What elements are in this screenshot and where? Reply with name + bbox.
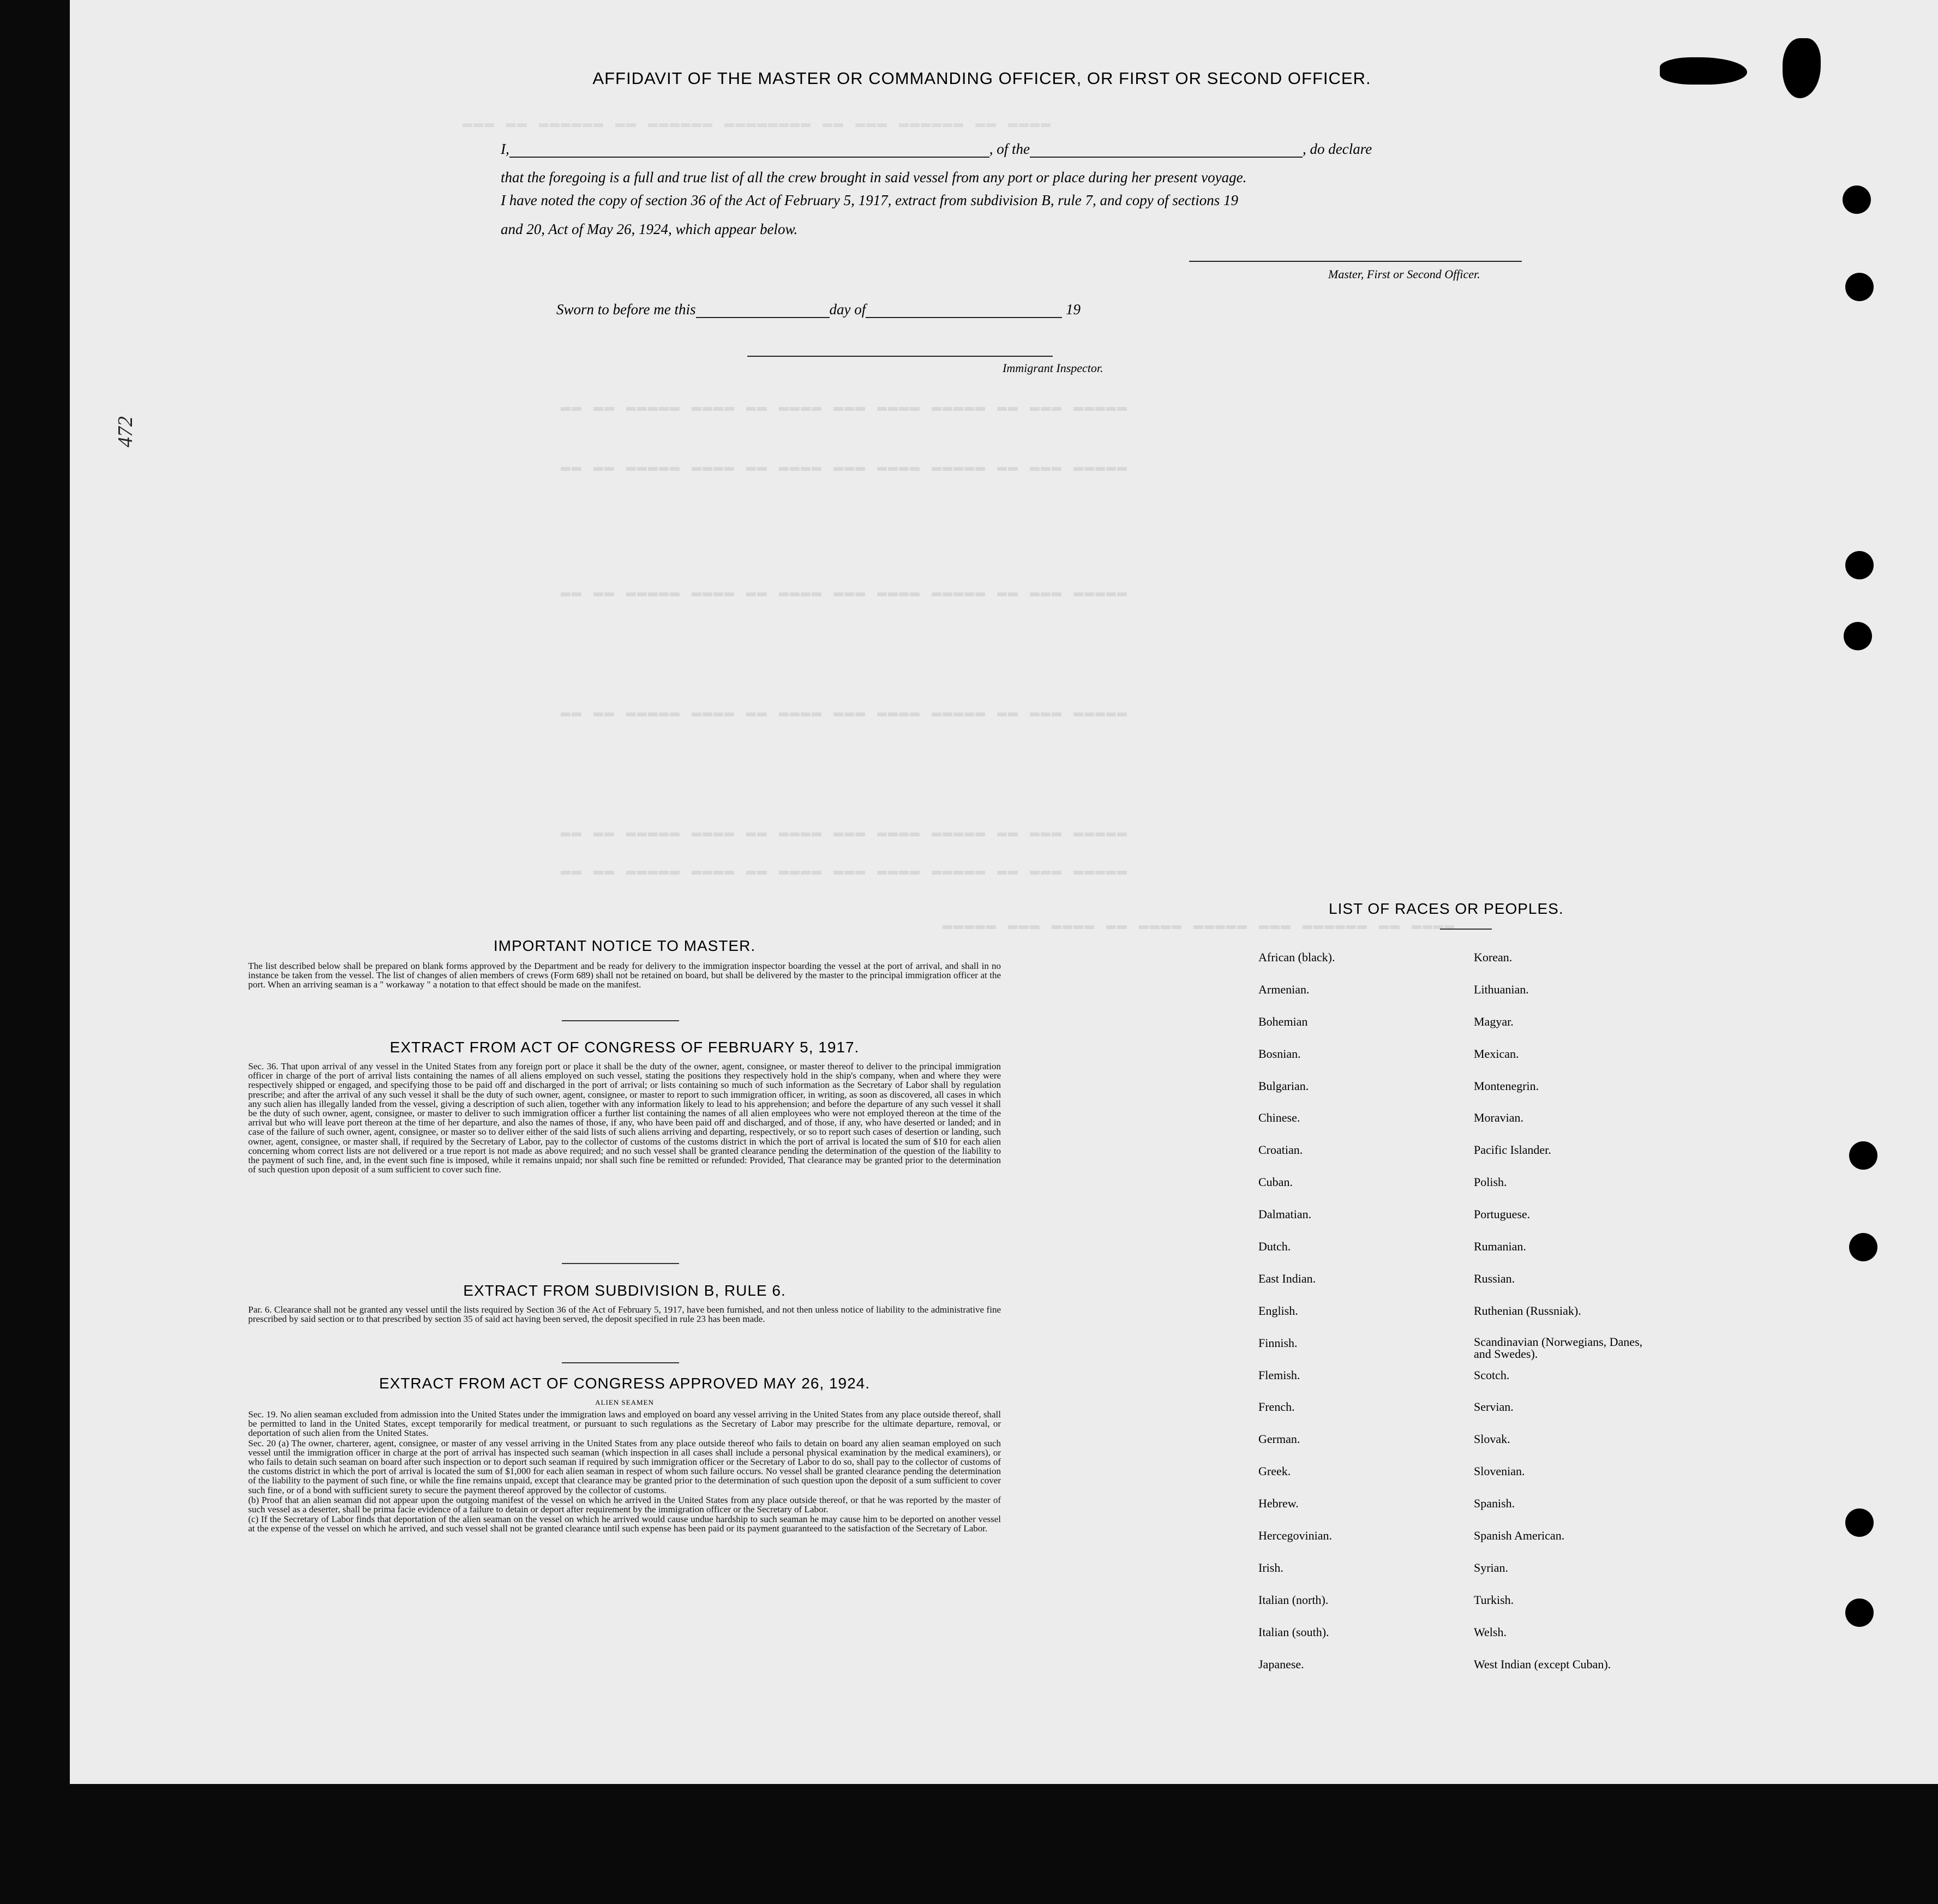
subdivision-b-text [248, 1305, 1001, 1324]
margin-note: 472 [114, 416, 137, 447]
race-item: Scotch. [1474, 1368, 1510, 1382]
extract-1924-text [248, 1410, 1001, 1534]
race-item: Italian (north). [1258, 1592, 1329, 1607]
subdivision-b-title: EXTRACT FROM SUBDIVISION B, RULE 6. [463, 1282, 786, 1299]
race-item: Polish. [1474, 1175, 1507, 1189]
race-item: Hebrew. [1258, 1496, 1299, 1511]
master-signature-caption: Master, First or Second Officer. [1328, 267, 1480, 281]
race-item: German. [1258, 1432, 1300, 1446]
affidavit-line-2: that the foregoing is a full and true list of all the crew brought in said vessel from any port or place during her present voyage. [501, 169, 1247, 185]
inspector-signature-line[interactable] [747, 356, 1053, 357]
extract-1917-text [248, 1062, 1001, 1175]
punch-hole [1844, 622, 1872, 650]
sworn-year: 19 [1066, 301, 1081, 318]
race-item: Croatian. [1258, 1143, 1303, 1157]
race-item: Russian. [1474, 1271, 1515, 1285]
race-item: Bulgarian. [1258, 1079, 1309, 1093]
sworn-day-blank[interactable] [696, 306, 830, 318]
race-item: Armenian. [1258, 982, 1310, 996]
races-title: LIST OF RACES OR PEOPLES. [1329, 900, 1564, 917]
sworn-line [556, 301, 1081, 318]
alien-seamen-subtitle: ALIEN SEAMEN [595, 1398, 654, 1406]
affidavit-line1-end: , do declare [1303, 141, 1372, 157]
affidavit-line1-start: I, [501, 141, 509, 157]
torn-corner [1783, 38, 1821, 98]
sworn-mid: day of [829, 301, 866, 318]
affidavit-line-1 [501, 141, 1372, 158]
race-item: Dutch. [1258, 1240, 1291, 1254]
races-right-column [1474, 950, 1654, 1689]
master-signature-line[interactable] [1189, 261, 1522, 262]
race-item: Bohemian [1258, 1014, 1308, 1028]
race-item: Finnish. [1258, 1336, 1298, 1350]
section-divider [562, 1362, 679, 1363]
race-item: Slovak. [1474, 1432, 1510, 1446]
notice-text [248, 961, 1001, 990]
race-item: Portuguese. [1474, 1207, 1531, 1222]
race-item: Korean. [1474, 950, 1513, 964]
affidavit-line1-mid: , of the [989, 141, 1030, 157]
race-item: East Indian. [1258, 1271, 1316, 1285]
race-item: Spanish American. [1474, 1529, 1565, 1543]
race-item: Hercegovinian. [1258, 1529, 1332, 1543]
race-item: Irish. [1258, 1560, 1283, 1574]
sec20c-paragraph: (c) If the Secretary of Labor finds that deportation of the alien seaman on the vessel on which he arrived would cause undue hardship to such seaman he may cause him to be deported on another vessel at the expense of the vessel on which he arrived, and such vessel shall not be granted clearance until such expense has been paid or its payment guaranteed to the satisfaction of the Secretary of Labor. [248, 1514, 1001, 1534]
race-item: Pacific Islander. [1474, 1143, 1551, 1157]
race-item: West Indian (except Cuban). [1474, 1657, 1611, 1671]
race-item: English. [1258, 1303, 1298, 1318]
race-item: Flemish. [1258, 1368, 1300, 1382]
race-item: Slovenian. [1474, 1464, 1525, 1478]
race-item: Servian. [1474, 1400, 1514, 1414]
vessel-blank[interactable] [1030, 146, 1303, 158]
race-item: Greek. [1258, 1464, 1291, 1478]
race-item: Ruthenian (Russniak). [1474, 1303, 1581, 1318]
sworn-month-blank[interactable] [866, 306, 1062, 318]
notice-title: IMPORTANT NOTICE TO MASTER. [493, 937, 756, 954]
race-item: African (black). [1258, 950, 1335, 964]
race-item: Scandinavian (Norwegians, Danes, and Swedes). [1474, 1334, 1643, 1361]
punch-hole [1845, 1598, 1874, 1627]
punch-hole [1849, 1141, 1877, 1170]
race-item: French. [1258, 1400, 1295, 1414]
race-item: Lithuanian. [1474, 982, 1529, 996]
section-divider [562, 1263, 679, 1264]
race-item: Turkish. [1474, 1592, 1514, 1607]
race-item: Japanese. [1258, 1657, 1304, 1671]
punch-hole [1849, 1233, 1877, 1261]
race-item: Montenegrin. [1474, 1079, 1539, 1093]
extract-1917-title: EXTRACT FROM ACT OF CONGRESS OF FEBRUARY 5, 1917. [389, 1039, 860, 1056]
sworn-start: Sworn to before me this [556, 301, 696, 318]
affidavit-line-4: and 20, Act of May 26, 1924, which appear below. [501, 221, 798, 237]
race-item: Rumanian. [1474, 1240, 1526, 1254]
notice-paragraph: The list described below shall be prepared on blank forms approved by the Department and be ready for delivery to the immigration inspector boarding the vessel at the port of arrival, and shall in no instance be taken from the vessel. The list of changes of alien members of crews (Form 689) shall not be retained on board, but shall be delivered by the master to the principal immigration officer at the port. When an arriving seaman is a " workaway " a notation to that effect should be made on the manifest. [248, 961, 1001, 990]
affidavit-title: AFFIDAVIT OF THE MASTER OR COMMANDING OFFICER, OR FIRST OR SECOND OFFICER. [592, 69, 1371, 88]
section-divider [562, 1020, 679, 1021]
name-blank[interactable] [509, 146, 989, 158]
extract-1924-title: EXTRACT FROM ACT OF CONGRESS APPROVED MAY 26, 1924. [379, 1375, 871, 1392]
race-item: Mexican. [1474, 1046, 1519, 1061]
race-item: Bosnian. [1258, 1046, 1301, 1061]
race-item: Cuban. [1258, 1175, 1293, 1189]
affidavit-line-3: I have noted the copy of section 36 of the Act of February 5, 1917, extract from subdivision B, rule 7, and copy of sections 19 [501, 192, 1238, 208]
races-left-column [1258, 950, 1335, 1689]
race-item: Moravian. [1474, 1111, 1524, 1125]
races-divider [1440, 929, 1492, 930]
race-item: Syrian. [1474, 1560, 1508, 1574]
document-page: ▬▬▬ ▬▬ ▬▬▬▬▬▬ ▬▬ ▬▬▬▬▬▬ ▬▬▬▬▬▬▬▬ ▬▬ ▬▬▬ ▬▬▬▬▬▬ ▬▬ ▬▬▬▬ ▬▬ ▬▬ ▬▬▬▬▬ ▬▬▬▬ ▬▬ ▬▬▬▬ ▬▬▬ ▬▬▬▬ ▬▬▬▬▬ ▬▬ ▬▬▬ ▬▬▬▬▬ ▬▬ ▬▬ ▬▬▬▬▬ ▬▬▬▬ ▬▬ ▬▬▬▬ ▬▬▬ ▬▬▬▬ ▬▬▬▬▬ ▬▬ ▬▬▬ ▬▬▬▬▬ ▬▬ ▬▬ ▬▬▬▬▬ ▬▬▬▬ ▬▬ ▬▬▬▬ ▬▬▬ ▬▬▬▬ ▬▬▬▬▬ ▬▬ ▬▬▬ ▬▬▬▬▬ ▬▬ ▬▬ ▬▬▬▬▬ ▬▬▬▬ ▬▬ ▬▬▬▬ ▬▬▬ ▬▬▬▬ ▬▬▬▬▬ ▬▬ ▬▬▬ ▬▬▬▬▬ ▬▬ ▬▬ ▬▬▬▬▬ ▬▬▬▬ ▬▬ ▬▬▬▬ ▬▬▬ ▬▬▬▬ ▬▬▬▬▬ ▬▬ ▬▬▬ ▬▬▬▬▬ ▬▬ ▬▬ ▬▬▬▬▬ ▬▬▬▬ ▬▬ ▬▬▬▬ ▬▬▬ ▬▬▬▬ ▬▬▬▬▬ ▬▬ ▬▬▬ ▬▬▬▬▬ ▬▬▬▬▬ ▬▬▬ ▬▬▬▬ ▬▬ ▬▬▬▬ ▬▬▬▬▬ ▬▬▬ ▬▬▬▬▬▬ ▬▬ ▬▬▬▬ [70, 0, 1938, 1784]
sec20b-paragraph: (b) Proof that an alien seaman did not appear upon the outgoing manifest of the vessel on which he arrived in the United States from any place outside thereof, or that he was reported by the master of such vessel as a deserter, shall be prima facie evidence of a failure to detain or deport after requirement by the immigration officer or the Secretary of Labor. [248, 1494, 1001, 1515]
race-item: Italian (south). [1258, 1625, 1329, 1639]
sec36-paragraph: Sec. 36. That upon arrival of any vessel in the United States from any foreign port or place it shall be the duty of the owner, agent, consignee, or master thereof to deliver to the principal immigration officer in charge of the port of arrival lists containing the names of all aliens employed on such vessel, stating the positions they respectively hold in the ship's company, when and where they were respectively shipped or engaged, and specifying those to be paid off and discharged in the port of arrival; or lists containing so much of such information as the Secretary of Labor shall by regulation prescribe; and after the arrival of any such vessel it shall be the duty of such owner, agent, consignee, or master to report to such immigration officer, in writing, as soon as discovered, all cases in which any such alien has illegally landed from the vessel, giving a description of such alien, together with any information likely to lead to his apprehension; and before the departure of any such vessel it shall be the duty of such owner, agent, consignee, or master to deliver to such immigration officer a further list containing the names of all alien employees who were not employed thereon at the time of the arrival but who will leave port thereon at the time of her departure, and also the names of those, if any, who have been paid off and discharged, and of those, if any, who have deserted or landed; and in case of the failure of such owner, agent, consignee, or master so to deliver either of the said lists of such aliens arriving and departing, respectively, or so to report such cases of desertion or landing, such owner, agent, consignee, or master shall, if required by the Secretary of Labor, pay to the collector of customs of the customs district in which the port of arrival is located the sum of $10 for each alien concerning whom correct lists are not delivered or a true report is not made as above required; and no such vessel shall be granted clearance pending the determination of the question of the liability to the payment of such fine, and, in the event such fine is imposed, while it remains unpaid; nor shall such fine be remitted or refunded: Provided, That clearance may be granted prior to the determination of such question upon deposit of a sum sufficient to cover such fine. [248, 1061, 1001, 1175]
sec20a-paragraph: Sec. 20 (a) The owner, charterer, agent, consignee, or master of any vessel arriving in the United States from any place outside thereof who fails to detain on board any alien seaman employed on such vessel until the immigration officer in charge at the port of arrival has inspected such seaman (which inspection in all cases shall include a personal physical examination by the medical examiners), or who fails to detain such seaman on board after such inspection or to deport such seaman if required by such immigration officer or the Secretary of Labor to do so, shall pay to the collector of customs of the customs district in which the port of arrival is located the sum of $1,000 for each alien seaman in respect of whom such failure occurs. No vessel shall be granted clearance pending the determination of the liability to the payment of such fine, or while the fine remains unpaid, except that clearance may be granted prior to the determination of such question upon the deposit of a sum sufficient to cover such fine, or of a bond with sufficient surety to secure the payment thereof approved by the collector of customs. [248, 1438, 1001, 1495]
race-item: Welsh. [1474, 1625, 1507, 1639]
punch-hole [1845, 551, 1874, 579]
race-item: Magyar. [1474, 1014, 1514, 1028]
sec19-paragraph: Sec. 19. No alien seaman excluded from admission into the United States under the immigration laws and employed on board any vessel arriving in the United States from any place outside thereof, shall be permitted to land in the United States, except temporarily for medical treatment, or pursuant to such regulations as the Secretary of Labor may prescribe for the ultimate departure, removal, or deportation of such alien from the United States. [248, 1409, 1001, 1439]
race-item: Chinese. [1258, 1111, 1300, 1125]
inspector-caption: Immigrant Inspector. [1003, 361, 1103, 375]
par6-paragraph: Par. 6. Clearance shall not be granted any vessel until the lists required by Section 36 of the Act of February 5, 1917, have been furnished, and not then unless notice of liability to the administrative fine prescribed by said section or to that prescribed by section 35 of said act having been served, the deposit specified in rule 23 has been made. [248, 1304, 1001, 1325]
torn-corner [1660, 57, 1747, 85]
punch-hole [1845, 273, 1874, 301]
punch-hole [1843, 185, 1871, 214]
punch-hole [1845, 1508, 1874, 1537]
race-item: Dalmatian. [1258, 1207, 1312, 1222]
race-item: Spanish. [1474, 1496, 1515, 1511]
